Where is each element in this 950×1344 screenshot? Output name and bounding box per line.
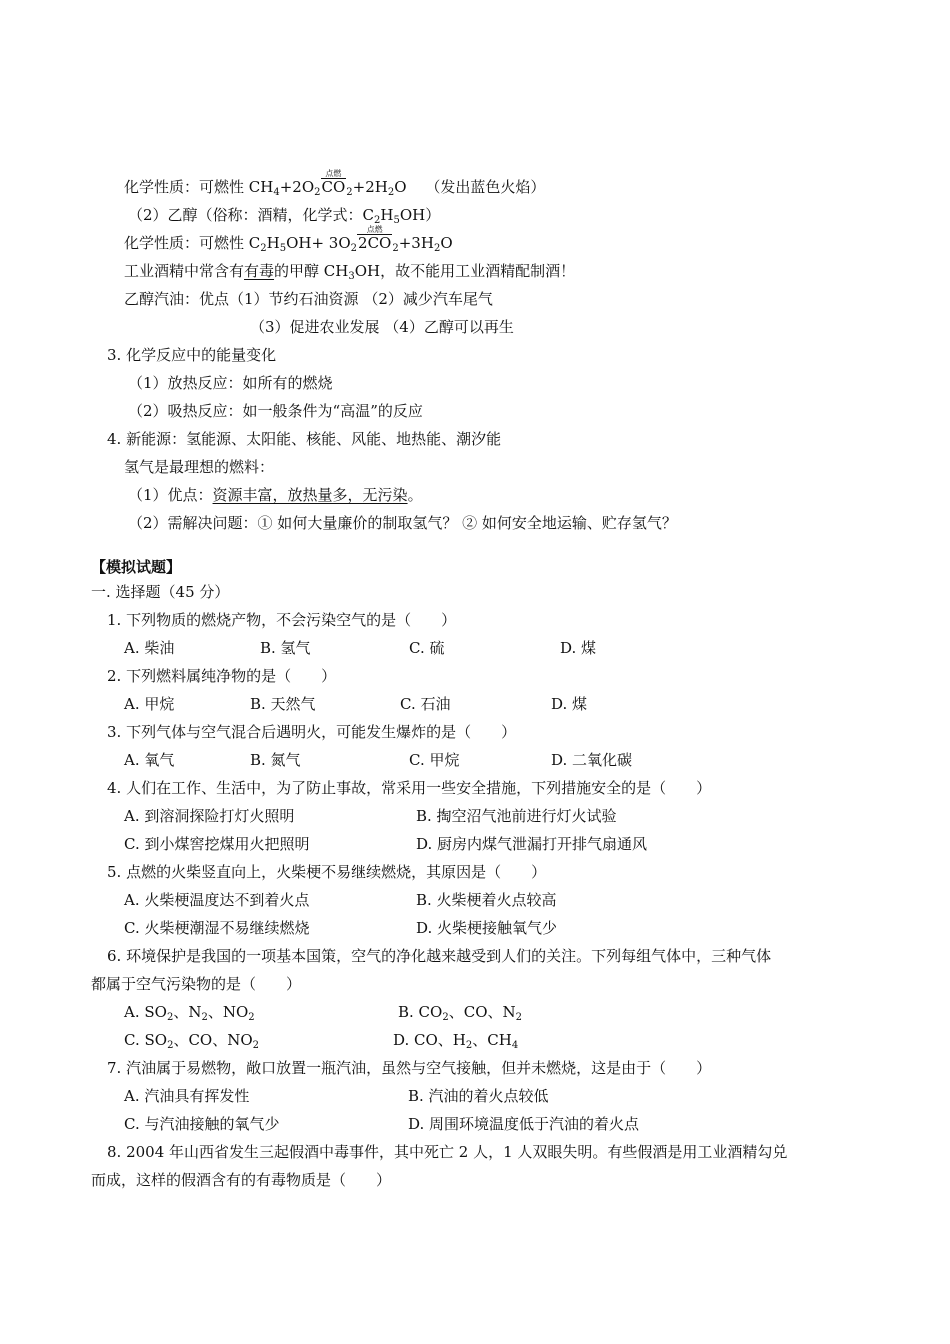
hydrogen-advantages: （1）优点：资源丰富，放热量多，无污染。 [128,486,423,504]
q1-option-d: D. 煤 [560,639,597,657]
question-7-stem: 7. 汽油属于易燃物，敞口放置一瓶汽油，虽然与空气接触，但并未燃烧，这是由于（ ） [107,1059,712,1077]
q1-option-b: B. 氢气 [260,639,311,657]
ethanol-property-line: 化学性质：可燃性 $C_2H_5OH+ 3O_2$ 点燃 $2CO_2+3H_2O$ [124,225,453,254]
test-heading: 【模拟试题】 [91,558,182,576]
question-2-stem: 2. 下列燃料属纯净物的是（ ） [107,667,337,685]
gasohol-advantages: 乙醇汽油：优点（1）节约石油资源 （2）减少汽车尾气 [124,290,493,308]
q3-option-d: D. 二氧化碳 [551,751,633,769]
q5-option-c: C. 火柴梗潮湿不易继续燃烧 [124,919,310,937]
question-6-stem-cont: 都属于空气污染物的是（ ） [91,975,302,993]
question-5-stem: 5. 点燃的火柴竖直向上，火柴梗不易继续燃烧，其原因是（ ） [107,863,547,881]
q7-option-c: C. 与汽油接触的氧气少 [124,1115,280,1133]
q6-option-b: B. $CO_2$、CO、$N_2$ [398,1003,522,1023]
q2-option-d: D. 煤 [551,695,588,713]
methane-property-line: 化学性质：可燃性 $CH_4+2O_2$ 点燃 $CO_2+2H_2O$ （发出蓝色火焰） [124,169,546,198]
q3-option-a: A. 氧气 [124,751,175,769]
question-8-stem: 8. 2004 年山西省发生三起假酒中毒事件，其中死亡 2 人，1 人双眼失明。有些假酒是用工业酒精勾兑 [107,1143,788,1161]
q2-option-c: C. 石油 [400,695,451,713]
ignite-condition-arrow: 点燃 CO [321,169,346,196]
question-3-stem: 3. 下列气体与空气混合后遇明火，可能发生爆炸的是（ ） [107,723,517,741]
ignite-condition-arrow: 点燃 2CO [358,225,392,252]
exothermic-line: （1）放热反应：如所有的燃烧 [128,374,333,392]
q2-option-b: B. 天然气 [250,695,316,713]
hydrogen-ideal-fuel: 氢气是最理想的燃料： [124,458,275,476]
q1-option-a: A. 柴油 [124,639,175,657]
question-8-stem-cont: 而成，这样的假酒含有的有毒物质是（ ） [91,1171,392,1189]
q5-option-a: A. 火柴梗温度达不到着火点 [124,891,310,909]
question-1-stem: 1. 下列物质的燃烧产物，不会污染空气的是（ ） [107,611,457,629]
q7-option-a: A. 汽油具有挥发性 [124,1087,250,1105]
q5-option-d: D. 火柴梗接触氧气少 [416,919,558,937]
new-energy-title: 4. 新能源：氢能源、太阳能、核能、风能、地热能、潮汐能 [107,430,502,448]
gasohol-advantages-cont: （3）促进农业发展 （4）乙醇可以再生 [250,318,514,336]
q1-option-c: C. 硫 [409,639,445,657]
question-6-stem: 6. 环境保护是我国的一项基本国策，空气的净化越来越受到人们的关注。下列每组气体中，三种气体 [107,947,772,965]
q3-option-c: C. 甲烷 [409,751,460,769]
methane-equation: $CH_4+2O_2$ 点燃 $CO_2+2H_2O$ [248,169,407,198]
energy-change-title: 3. 化学反应中的能量变化 [107,346,277,364]
section-title: 一. 选择题（45 分） [91,583,230,601]
q7-option-b: B. 汽油的着火点较低 [408,1087,549,1105]
question-4-stem: 4. 人们在工作、生活中，为了防止事故，常采用一些安全措施，下列措施安全的是（ ） [107,779,712,797]
q4-option-b: B. 掏空沼气池前进行灯火试验 [416,807,617,825]
ethanol-title: （2）乙醇（俗称：酒精，化学式：$C_2H_5OH$） [128,206,441,226]
q4-option-c: C. 到小煤窖挖煤用火把照明 [124,835,310,853]
q4-option-d: D. 厨房内煤气泄漏打开排气扇通风 [416,835,648,853]
endothermic-line: （2）吸热反应：如一般条件为“高温”的反应 [128,402,423,420]
q4-option-a: A. 到溶洞探险打灯火照明 [124,807,295,825]
q5-option-b: B. 火柴梗着火点较高 [416,891,557,909]
q2-option-a: A. 甲烷 [124,695,175,713]
q3-option-b: B. 氮气 [250,751,301,769]
q6-option-d: D. CO、$H_2$、$CH_4$ [393,1031,519,1051]
q6-option-c: C. $SO_2$、CO、$NO_2$ [124,1031,260,1051]
hydrogen-problems: （2）需解决问题：① 如何大量廉价的制取氢气？ ② 如何安全地运输、贮存氢气？ [128,514,677,532]
q6-option-a: A. $SO_2$、$N_2$、$NO_2$ [124,1003,255,1023]
q7-option-d: D. 周围环境温度低于汽油的着火点 [408,1115,640,1133]
industrial-alcohol-warning: 工业酒精中常含有有毒的甲醇 $CH_3OH$，故不能用工业酒精配制酒！ [124,262,576,282]
